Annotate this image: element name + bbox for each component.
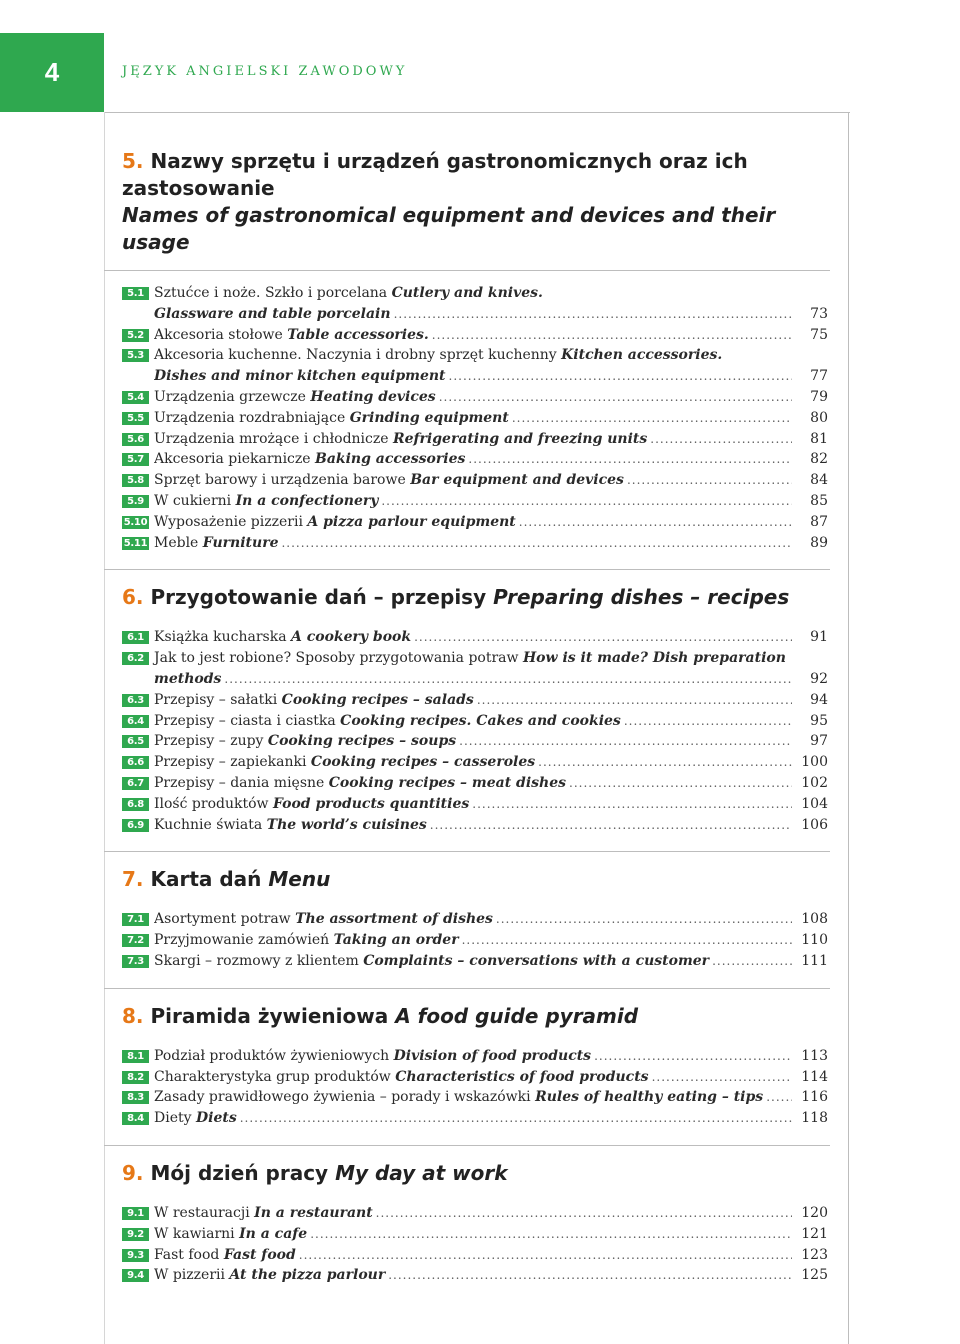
chapter-title-en: Preparing dishes – recipes (493, 585, 790, 610)
toc-entry[interactable] (122, 1046, 828, 1067)
section-badge: 6.5 (122, 735, 149, 748)
section-badge: 6.7 (122, 777, 149, 790)
entry-continuation (154, 669, 221, 690)
section-badge: 5.1 (122, 287, 149, 300)
chapter-gap (122, 989, 828, 1003)
entry-title-en: Grinding equipment (349, 409, 509, 426)
entry-title-pl: Wyposażenie pizzerii (154, 513, 308, 530)
chapter-title (122, 1160, 828, 1187)
entry-text (154, 815, 427, 836)
entry-title-pl: Jak to jest robione? Sposoby przygotowania potraw (154, 650, 523, 667)
dot-leader (496, 909, 792, 930)
page-number-box (0, 33, 104, 112)
chapter-number: 6. (122, 585, 151, 610)
toc-entry[interactable] (122, 731, 828, 752)
page-ref: 89 (810, 534, 828, 551)
entry-text (154, 470, 624, 491)
entry-line (154, 731, 792, 752)
entry-line (154, 408, 792, 429)
entry-title-en: Kitchen accessories. (561, 347, 723, 364)
dot-leader (468, 449, 792, 470)
entry-continuation (154, 366, 446, 387)
entry-title-pl: Akcesoria piekarnicze (154, 451, 315, 468)
entry-title-pl: W cukierni (154, 492, 236, 509)
entry-line (154, 533, 792, 554)
entry-text (154, 491, 378, 512)
page-ref: 84 (810, 472, 828, 489)
entry-title-pl: Przyjmowanie zamówień (154, 932, 334, 949)
dot-leader (512, 408, 792, 429)
toc-entry[interactable] (122, 387, 828, 408)
entry-text (154, 690, 474, 711)
entry-title-en-cont: Dishes and minor kitchen equipment (154, 368, 446, 385)
entry-title-pl: Meble (154, 534, 203, 551)
page-ref: 81 (810, 430, 828, 447)
entry-title-pl: Kuchnie świata (154, 816, 267, 833)
toc-entry[interactable] (122, 429, 828, 450)
page-ref: 97 (810, 733, 828, 750)
entry-line (154, 1108, 792, 1129)
section-badge: 5.10 (123, 516, 148, 528)
dot-leader (310, 1224, 792, 1245)
section-badge: 6.1 (122, 631, 149, 644)
entry-line (154, 470, 792, 491)
toc-entry[interactable] (122, 951, 828, 972)
page-number: 4 (44, 57, 60, 87)
entry-text (154, 930, 459, 951)
toc-entry[interactable] (122, 512, 828, 533)
running-header: JĘZYK ANGIELSKI ZAWODOWY (122, 64, 408, 79)
page-ref: 82 (810, 451, 828, 468)
dot-leader (652, 1067, 792, 1088)
entry-title-pl: Książka kucharska (154, 629, 291, 646)
entry-line (154, 429, 792, 450)
entry-continuation (154, 304, 391, 325)
page-ref: 102 (801, 774, 828, 791)
entry-title-en: Rules of healthy eating – tips (535, 1089, 764, 1106)
page-ref: 121 (801, 1225, 828, 1242)
toc-entry[interactable] (122, 690, 828, 711)
toc-entry[interactable] (122, 1203, 828, 1224)
dot-leader (624, 711, 792, 732)
entry-line (154, 491, 792, 512)
dot-leader (472, 794, 792, 815)
toc-entry[interactable] (122, 773, 828, 794)
entry-title-pl: Sprzęt barowy i urządzenia barowe (154, 472, 411, 489)
toc-entry[interactable] (122, 533, 828, 554)
entry-line (154, 690, 792, 711)
entry-title-en: Cooking recipes – soups (267, 733, 457, 750)
dot-leader (224, 669, 792, 690)
entry-line (154, 711, 792, 732)
toc-entry[interactable] (122, 1087, 828, 1108)
entry-line-2 (154, 669, 792, 690)
dot-leader (569, 773, 792, 794)
entry-title-pl: Zasady prawidłowego żywienia – porady i wskazówki (154, 1089, 536, 1106)
entry-title-en: The world’s cuisines (266, 816, 427, 833)
entry-title-en: A cookery book (291, 629, 412, 646)
page-ref: 79 (810, 388, 828, 405)
chapter-separator (122, 553, 828, 570)
entry-text (154, 794, 469, 815)
dot-leader (449, 366, 793, 387)
page-ref: 104 (801, 795, 828, 812)
entry-title-en: Bar equipment and devices (410, 472, 624, 489)
section-badge: 6.4 (122, 715, 149, 728)
section-badge: 9.1 (122, 1207, 149, 1220)
entry-line (154, 627, 792, 648)
section-badge: 5.4 (122, 391, 149, 404)
entry-title-en-cont: Glassware and table porcelain (154, 305, 391, 322)
entry-text (154, 533, 278, 554)
section-badge: 5.6 (122, 433, 149, 446)
page-ref: 114 (801, 1068, 828, 1085)
chapter-title-pl: Przygotowanie dań – przepisy (150, 585, 487, 610)
entry-line (154, 512, 792, 533)
toc-entry[interactable] (122, 648, 828, 690)
section-badge: 7.1 (122, 913, 149, 926)
frame-right-line (848, 112, 849, 1344)
entry-title-en: Division of food products (393, 1047, 592, 1064)
entry-title-pl: Przepisy – ciasta i ciastka (154, 712, 341, 729)
page-ref: 94 (810, 691, 828, 708)
entry-title-pl: Skargi – rozmowy z klientem (154, 952, 364, 969)
section-badge: 6.3 (122, 694, 149, 707)
entry-title-en: Characteristics of food products (395, 1068, 649, 1085)
entry-title-pl: Przepisy – zupy (154, 733, 268, 750)
entry-text (154, 1067, 649, 1088)
section-badge: 5.7 (122, 453, 149, 466)
chapter-gap (122, 852, 828, 866)
entry-title-en: Complaints – conversations with a customer (363, 952, 710, 969)
page-ref: 91 (810, 629, 828, 646)
page-ref: 87 (810, 513, 828, 530)
entry-title-en: At the pizza parlour (229, 1267, 386, 1284)
toc-entry[interactable] (122, 794, 828, 815)
toc-entry[interactable] (122, 909, 828, 930)
toc-entry[interactable] (122, 930, 828, 951)
page-ref: 77 (810, 368, 828, 385)
entry-title-pl: Przepisy – dania mięsne (154, 774, 329, 791)
entry-text (154, 1265, 385, 1286)
entry-title-en: How is it made? Dish preparation (522, 650, 786, 667)
section-badge: 5.5 (122, 412, 149, 425)
entry-text (154, 627, 411, 648)
entry-title-en: Cutlery and knives. (391, 285, 543, 301)
entry-title-en: Fast food (223, 1246, 296, 1263)
entry-text (154, 1203, 373, 1224)
entry-line (154, 1067, 792, 1088)
section-badge: 6.6 (122, 756, 149, 769)
dot-leader (462, 930, 792, 951)
entry-title-pl: Urządzenia mrożące i chłodnicze (154, 430, 393, 447)
frame-left-line (104, 112, 105, 1344)
toc-section (122, 1046, 828, 1129)
entry-title-en: Heating devices (310, 388, 436, 405)
entry-text (154, 1224, 307, 1245)
toc-entry[interactable] (122, 325, 828, 346)
entry-text (154, 951, 709, 972)
page-ref: 75 (810, 326, 828, 343)
entry-text (154, 1108, 237, 1129)
entry-line (154, 1224, 792, 1245)
section-badge: 5.3 (122, 349, 149, 362)
section-badge: 8.4 (122, 1112, 149, 1125)
dot-leader (538, 752, 792, 773)
chapter-title-pl: Nazwy sprzętu i urządzeń gastronomicznych oraz ich zastosowanie (122, 149, 748, 200)
section-badge: 8.3 (122, 1091, 149, 1104)
entry-title-pl: Ilość produktów (154, 795, 273, 812)
entry-title-en: Cooking recipes – salads (281, 691, 474, 708)
entry-title-pl: Asortyment potraw (154, 911, 296, 928)
entry-title-pl: Charakterystyka grup produktów (154, 1068, 396, 1085)
toc-entry[interactable] (122, 470, 828, 491)
page-ref: 125 (801, 1267, 828, 1284)
dot-leader (519, 512, 792, 533)
page-ref: 92 (810, 670, 828, 687)
entry-title-pl: Urządzenia rozdrabniające (154, 409, 350, 426)
entry-title-en-cont: methods (154, 670, 222, 687)
entry-text (154, 387, 436, 408)
section-badge: 9.3 (122, 1249, 149, 1262)
page-ref: 123 (801, 1246, 828, 1263)
section-badge: 7.3 (122, 955, 149, 968)
toc-entry[interactable] (122, 1245, 828, 1266)
page-ref: 120 (801, 1204, 828, 1221)
entry-text (154, 1046, 591, 1067)
toc-entry[interactable] (122, 1265, 828, 1286)
chapter-title-pl: Karta dań (150, 867, 262, 892)
entry-line-1 (154, 345, 792, 366)
dot-leader (627, 470, 792, 491)
dot-leader (766, 1087, 792, 1108)
toc-entry[interactable] (122, 711, 828, 732)
chapter-separator (122, 835, 828, 852)
page-ref: 118 (801, 1110, 828, 1127)
toc-entry[interactable] (122, 752, 828, 773)
dot-leader (650, 429, 792, 450)
entry-line (154, 815, 792, 836)
chapter-number: 9. (122, 1160, 151, 1185)
dot-leader (394, 304, 792, 325)
entry-text (154, 773, 566, 794)
entry-line (154, 1046, 792, 1067)
entry-text (154, 909, 493, 930)
dot-leader (299, 1245, 792, 1266)
entry-title-pl: W pizzerii (154, 1267, 230, 1284)
dot-leader (712, 951, 792, 972)
section-badge: 5.9 (122, 495, 149, 508)
page-ref: 111 (801, 952, 828, 969)
entry-line (154, 1265, 792, 1286)
entry-title-en: In a cafe (239, 1225, 308, 1242)
page-ref: 116 (801, 1089, 828, 1106)
toc-entry[interactable] (122, 283, 828, 325)
entry-title-en: Baking accessories (315, 451, 466, 468)
chapter-title (122, 1003, 828, 1030)
page-ref: 80 (810, 409, 828, 426)
toc-entry[interactable] (122, 1067, 828, 1088)
dot-leader (594, 1046, 792, 1067)
chapter-number: 7. (122, 867, 151, 892)
page-ref: 100 (801, 754, 828, 771)
dot-leader (430, 815, 792, 836)
section-badge: 8.2 (122, 1071, 149, 1084)
entry-title-pl: Akcesoria kuchenne. Naczynia i drobny sprzęt kuchenny (154, 347, 562, 364)
entry-line-2 (154, 366, 792, 387)
toc-entry[interactable] (122, 815, 828, 836)
entry-title-pl: Podział produktów żywieniowych (154, 1047, 394, 1064)
entry-line-1 (154, 648, 792, 669)
page-ref: 85 (810, 492, 828, 509)
toc-section (122, 627, 828, 835)
entry-title-pl: Fast food (154, 1246, 224, 1263)
entry-text (154, 408, 509, 429)
entry-text (154, 1087, 763, 1108)
entry-title-pl: W restauracji (154, 1204, 255, 1221)
dot-leader (477, 690, 792, 711)
entry-title-en: Furniture (202, 534, 279, 551)
page-ref: 108 (801, 911, 828, 928)
entry-line (154, 951, 792, 972)
chapter-number: 5. (122, 149, 151, 173)
toc-entry[interactable] (122, 1108, 828, 1129)
chapter-title-en: My day at work (335, 1160, 508, 1185)
entry-title-en: Cooking recipes – meat dishes (328, 774, 567, 791)
section-badge: 6.8 (122, 798, 149, 811)
chapter-gap (122, 1146, 828, 1160)
entry-line (154, 387, 792, 408)
toc-section (122, 1203, 828, 1286)
entry-title-pl: Przepisy – zapiekanki (154, 754, 311, 771)
toc-entry[interactable] (122, 1224, 828, 1245)
entry-title-en: Refrigerating and freezing units (392, 430, 648, 447)
chapter-number: 8. (122, 1003, 151, 1028)
toc-entry[interactable] (122, 449, 828, 470)
entry-text (154, 711, 621, 732)
section-badge: 5.11 (123, 537, 148, 549)
toc-entry[interactable] (122, 408, 828, 429)
chapter-separator (122, 256, 828, 271)
section-badge: 5.8 (122, 474, 149, 487)
dot-leader (414, 627, 792, 648)
section-badge: 9.4 (122, 1269, 149, 1282)
entry-line (154, 1245, 792, 1266)
entry-title-pl: Akcesoria stołowe (154, 326, 288, 343)
toc-entry[interactable] (122, 491, 828, 512)
page-ref: 95 (810, 712, 828, 729)
entry-title-en: Diets (195, 1110, 237, 1127)
dot-leader (432, 325, 792, 346)
separator-line (104, 270, 830, 271)
entry-title-en: In a restaurant (254, 1204, 373, 1221)
entry-line-1 (154, 283, 792, 304)
dot-leader (381, 491, 792, 512)
page-ref: 73 (810, 305, 828, 322)
entry-title-en: Taking an order (333, 932, 459, 949)
entry-line (154, 930, 792, 951)
entry-line (154, 773, 792, 794)
entry-title-en: Cooking recipes – casseroles (310, 754, 536, 771)
entry-title-en: Cooking recipes. Cakes and cookies (340, 712, 621, 729)
section-badge: 9.2 (122, 1228, 149, 1241)
table-of-contents (122, 148, 828, 1286)
page-ref: 113 (801, 1047, 828, 1064)
entry-line (154, 1087, 792, 1108)
entry-text (154, 429, 647, 450)
chapter-title (122, 148, 828, 256)
dot-leader (439, 387, 792, 408)
chapter-title (122, 584, 828, 611)
entry-text (154, 449, 465, 470)
entry-title-pl: Diety (154, 1110, 196, 1127)
entry-text (154, 731, 456, 752)
entry-text (154, 752, 535, 773)
chapter-title-pl: Piramida żywieniowa (150, 1003, 389, 1028)
section-badge: 8.1 (122, 1050, 149, 1063)
chapter-title-en: Menu (268, 867, 331, 892)
entry-title-pl: W kawiarni (154, 1225, 240, 1242)
entry-text (154, 512, 516, 533)
entry-text (154, 325, 429, 346)
chapter-gap (122, 570, 828, 584)
section-badge: 6.2 (122, 652, 149, 665)
section-badge: 6.9 (122, 819, 149, 832)
section-badge: 7.2 (122, 934, 149, 947)
dot-leader (240, 1108, 792, 1129)
chapter-title (122, 866, 828, 893)
entry-title-en: Food products quantities (272, 795, 470, 812)
chapter-separator (122, 972, 828, 989)
entry-title-pl: Urządzenia grzewcze (154, 388, 311, 405)
entry-line (154, 1203, 792, 1224)
entry-line (154, 325, 792, 346)
entry-line (154, 909, 792, 930)
dot-leader (388, 1265, 792, 1286)
entry-title-en: In a confectionery (235, 492, 379, 509)
toc-section (122, 283, 828, 553)
chapter-title-pl: Mój dzień pracy (150, 1160, 329, 1185)
chapter-separator (122, 1129, 828, 1146)
entry-line (154, 794, 792, 815)
toc-entry[interactable] (122, 627, 828, 648)
toc-entry[interactable] (122, 345, 828, 387)
chapter-title-en: A food guide pyramid (395, 1003, 639, 1028)
entry-title-pl: Sztućce i noże. Szkło i porcelana (154, 285, 392, 301)
entry-title-en: A pizza parlour equipment (307, 513, 516, 530)
frame-top-line (104, 112, 850, 113)
section-badge: 5.2 (122, 329, 149, 342)
toc-section (122, 909, 828, 971)
chapter-title-en: Names of gastronomical equipment and devices and their usage (122, 203, 776, 254)
entry-line (154, 752, 792, 773)
dot-leader (281, 533, 792, 554)
entry-title-en: The assortment of dishes (295, 911, 493, 928)
dot-leader (459, 731, 792, 752)
dot-leader (376, 1203, 792, 1224)
entry-line (154, 449, 792, 470)
page-ref: 106 (801, 816, 828, 833)
entry-text (154, 1245, 296, 1266)
entry-title-en: Table accessories. (287, 326, 429, 343)
page-ref: 110 (801, 932, 828, 949)
entry-line-2 (154, 304, 792, 325)
entry-title-pl: Przepisy – sałatki (154, 691, 282, 708)
